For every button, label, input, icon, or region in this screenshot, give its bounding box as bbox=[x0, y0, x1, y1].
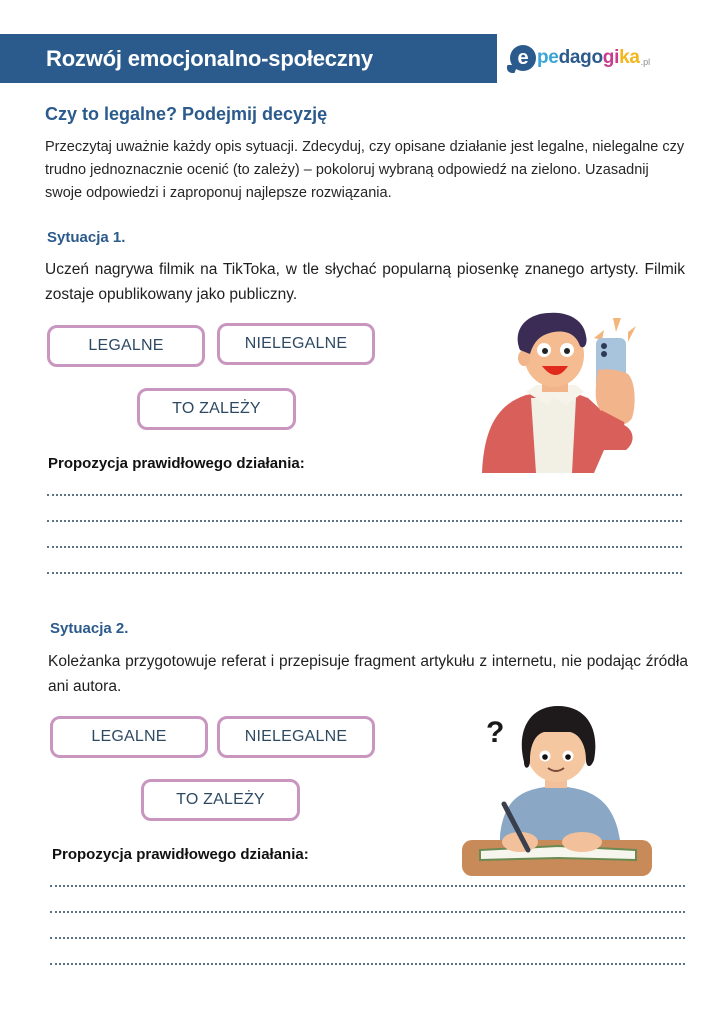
answer-line[interactable] bbox=[50, 885, 685, 887]
option-to-zalezy[interactable]: TO ZALEŻY bbox=[141, 779, 300, 821]
instructions-text: Przeczytaj uważnie każdy opis sytuacji. Zdecyduj, czy opisane działanie jest legalne, nielegalne czy trudno jednoznacznie ocenić (to zależy) – pokoloruj wybraną odpowiedź na zielono. Uzasadnij swoje odpowiedzi i zaproponuj najlepsze rozwiązania. bbox=[45, 139, 685, 201]
answer-line[interactable] bbox=[47, 546, 682, 548]
logo-suffix: .pl bbox=[640, 57, 651, 67]
answer-line[interactable] bbox=[47, 520, 682, 522]
girl-writing-question-illustration bbox=[460, 700, 655, 878]
proposal-label: Propozycja prawidłowego działania: bbox=[48, 455, 305, 472]
header-band bbox=[0, 34, 497, 83]
proposal-label: Propozycja prawidłowego działania: bbox=[52, 846, 309, 863]
situation-heading: Sytuacja 1. bbox=[47, 229, 126, 246]
svg-text:?: ? bbox=[486, 716, 505, 749]
worksheet-title: Czy to legalne? Podejmij decyzję bbox=[45, 104, 328, 124]
situation-heading: Sytuacja 2. bbox=[50, 620, 129, 637]
answer-line[interactable] bbox=[47, 494, 682, 496]
logo-e-icon: e bbox=[510, 45, 536, 71]
option-legalne[interactable]: LEGALNE bbox=[50, 716, 208, 758]
answer-line[interactable] bbox=[50, 937, 685, 939]
answer-line[interactable] bbox=[50, 963, 685, 965]
option-to-zalezy[interactable]: TO ZALEŻY bbox=[137, 388, 296, 430]
boy-taking-selfie-illustration bbox=[476, 310, 641, 473]
option-nielegalne[interactable]: NIELEGALNE bbox=[217, 716, 375, 758]
option-legalne[interactable]: LEGALNE bbox=[47, 325, 205, 367]
answer-line[interactable] bbox=[47, 572, 682, 574]
situation-description: Koleżanka przygotowuje referat i przepisuje fragment artykułu z internetu, nie podając źródła ani autora. bbox=[48, 653, 688, 695]
situation-description: Uczeń nagrywa filmik na TikToka, w tle słychać popularną piosenkę znanego artysty. Filmik zostaje opublikowany jako publiczny. bbox=[45, 261, 685, 303]
epedagogika-logo bbox=[510, 42, 650, 74]
page-category-title: Rozwój emocjonalno-społeczny bbox=[46, 45, 373, 71]
option-nielegalne[interactable]: NIELEGALNE bbox=[217, 323, 375, 365]
answer-line[interactable] bbox=[50, 911, 685, 913]
logo-wordmark: pedagogika bbox=[537, 47, 640, 68]
